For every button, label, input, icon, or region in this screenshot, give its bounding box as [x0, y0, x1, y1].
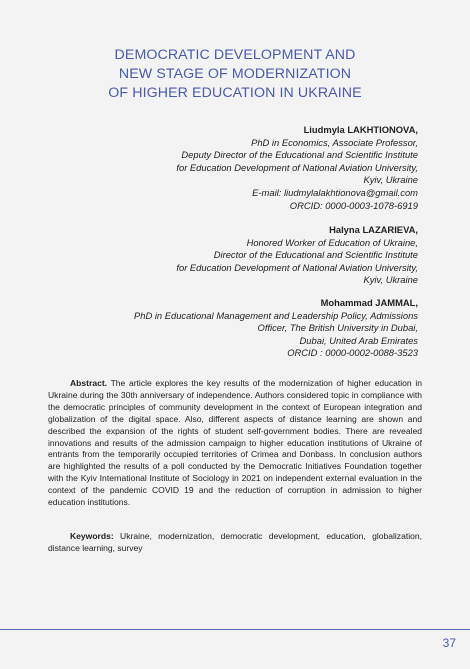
- author-affiliation-line: Kyiv, Ukraine: [363, 274, 418, 286]
- page-number: 37: [442, 636, 456, 650]
- author-affiliation-line: for Education Development of National Aviation University,: [176, 261, 418, 273]
- author-affiliation-line: Deputy Director of the Educational and Scientific Institute: [181, 149, 418, 161]
- keywords: [48, 531, 422, 555]
- abstract-label: Abstract.: [70, 378, 108, 388]
- title-line: DEMOCRATIC DEVELOPMENT AND: [114, 47, 356, 63]
- author-affiliation-line: Officer, The British University in Dubai,: [257, 322, 418, 334]
- author-affiliation-line: for Education Development of National Aviation University,: [176, 161, 418, 173]
- author-email: E-mail: liudmylalakhtionova@gmail.com: [252, 186, 418, 198]
- abstract: [48, 378, 422, 509]
- author-affiliation-line: Honored Worker of Education of Ukraine,: [246, 236, 418, 248]
- author-block-lazarieva: [176, 224, 418, 287]
- author-affiliation-line: PhD in Educational Management and Leadership Policy, Admissions: [133, 309, 418, 321]
- abstract-text: The article explores the key results of the modernization of higher education in Ukraine during the 30th anniversary of independence. Authors considered topic in compliance with the democratic principles of community development in the context of European integration and globalization of the digital space. Also, different aspects of distance learning are shown and described the expansion of the rights of student self-government bodies. There are revealed innovations and results of the admission campaign to higher education institutions of Ukraine of entrants from the temporarily occupied territories of Crimea and Donbass. In conclusion authors are highlighted the results of a poll conducted by the Democratic Initiatives Foundation together with the Kyiv International Institute of Sociology in 2021 on independent external evaluation in the context of the pandemic COVID 19 and the reduction of corruption in admission to higher education institutions.: [48, 378, 422, 508]
- author-affiliation-line: Dubai, United Arab Emirates: [299, 334, 418, 346]
- keywords-label: Keywords:: [70, 531, 114, 541]
- author-name: Mohammad JAMMAL,: [320, 297, 418, 308]
- author-affiliation-line: Director of the Educational and Scientific Institute: [213, 249, 418, 261]
- keywords-text: Ukraine, modernization, democratic development, education, globalization, distance learning, survey: [48, 531, 422, 553]
- title-line: OF HIGHER EDUCATION IN UKRAINE: [108, 85, 362, 101]
- title-line: NEW STAGE OF MODERNIZATION: [118, 66, 352, 82]
- article-title: [0, 46, 470, 103]
- author-name: Halyna LAZARIEVA,: [329, 224, 418, 235]
- author-name: Liudmyla LAKHTIONOVA,: [303, 124, 418, 135]
- author-affiliation-line: PhD in Economics, Associate Professor,: [251, 136, 418, 148]
- author-orcid: ORCID: 0000-0003-1078-6919: [289, 199, 418, 211]
- author-block-lakhtionova: [176, 124, 418, 212]
- author-affiliation-line: Kyiv, Ukraine: [363, 174, 418, 186]
- author-block-jammal: [134, 297, 418, 360]
- footer-divider: [0, 629, 470, 630]
- author-orcid: ORCID : 0000-0002-0088-3523: [287, 347, 418, 359]
